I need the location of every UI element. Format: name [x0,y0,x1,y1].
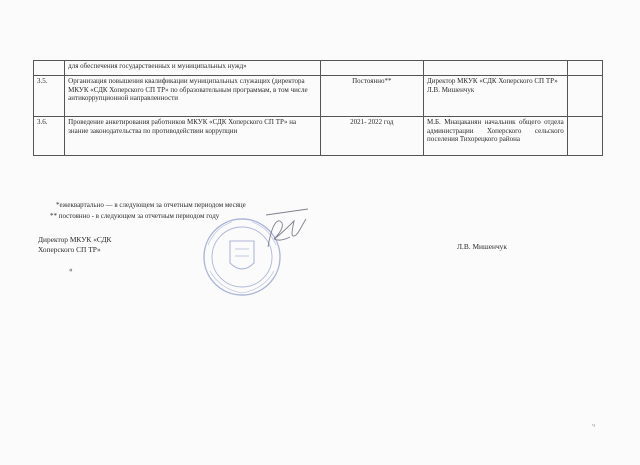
footnote-permanent: ** постоянно - в следующем за отчетным периодом году [50,211,220,220]
table-cell-num [34,61,65,76]
table-cell-name: для обеспечения государственных и муниципальных нужд» [65,61,320,76]
table-cell-responsible [424,61,568,76]
table-cell-name: Проведение анкетирования работников МКУК «СДК Хоперского СП ТР» на знание законодательства по противодействии коррупции [65,117,320,156]
table-cell-num: 3.6. [34,117,65,156]
action-plan-table [33,60,603,156]
table-cell-term: Постоянно** [320,76,424,117]
footnote-quarterly: *ежеквартально — в следующем за отчетным периодом месяце [56,201,246,209]
table-cell-responsible: М.Б. Мнацаканян начальник общего отдела администрации Хоперского сельского поселения Тихорецкого района [424,117,568,156]
signer-position-line2: Хоперского СП ТР» [38,244,101,254]
signer-name: Л.В. Мишенчук [457,242,507,251]
table-cell-responsible: Директор МКУК «СДК Хоперского СП ТР» Л.В. Мишенчук [424,76,568,117]
table-cell-extra [567,117,602,156]
official-stamp-icon [198,205,314,303]
corner-mark: ч [592,423,596,429]
signer-position [38,235,111,254]
signature-icon [266,209,308,247]
table-row [34,76,603,117]
table-cell-term: 2021- 2022 год [320,117,424,156]
handwritten-mark: « [69,266,73,274]
table-cell-extra [567,76,602,117]
table-cell-term [320,61,424,76]
table-cell-extra [567,61,602,76]
table-row [34,117,603,156]
table-row [34,61,603,76]
signer-position-line1: Директор МКУК «СДК [38,235,112,244]
table-cell-num: 3.5. [34,76,65,117]
table-cell-name: Организация повышения квалификации муниципальных служащих (директора МКУК «СДК Хоперского СП ТР» по образовательным программам, в том числе антикоррупционной направленности [65,76,320,117]
